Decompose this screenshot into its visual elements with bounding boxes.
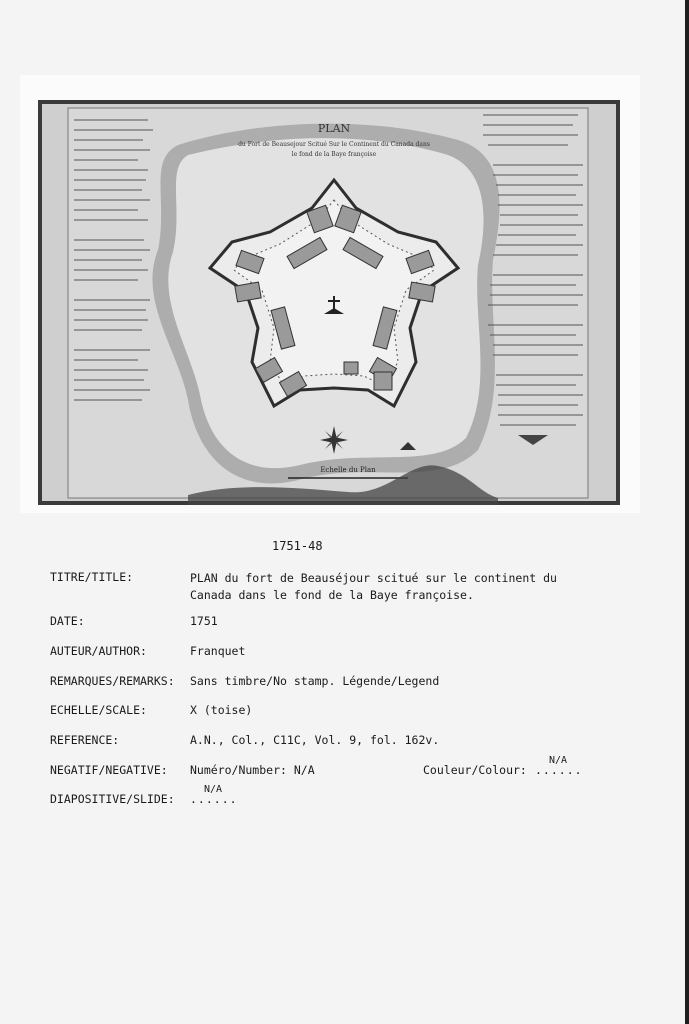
colour-value: N/A — [549, 755, 568, 766]
slide-row — [50, 784, 238, 806]
remarks-value: Sans timbre/No stamp. Légende/Legend — [190, 674, 440, 688]
negative-label: NEGATIF/NEGATIVE: — [50, 763, 168, 777]
author-label: AUTEUR/AUTHOR: — [50, 644, 147, 658]
reference-row — [50, 733, 440, 747]
reference-value: A.N., Col., C11C, Vol. 9, fol. 162v. — [190, 733, 440, 747]
scale-row — [50, 703, 253, 717]
remarks-label: REMARQUES/REMARKS: — [50, 674, 175, 688]
colour-label: Couleur/Colour: — [423, 763, 527, 777]
slide-value-block — [190, 784, 238, 806]
scale-caption: Echelle du Plan — [320, 466, 376, 474]
scale-label: ECHELLE/SCALE: — [50, 703, 147, 717]
negative-row — [50, 755, 583, 777]
title-value-line2: Canada dans le fond de la Baye françoise. — [190, 588, 474, 602]
colour-dots: ...... — [535, 763, 583, 777]
colour-value-block — [535, 755, 583, 777]
scale-value: X (toise) — [190, 703, 253, 717]
date-label: DATE: — [50, 614, 85, 628]
map-photograph — [38, 100, 620, 505]
page-edge — [685, 0, 689, 1024]
title-label: TITRE/TITLE: — [50, 570, 134, 584]
title-row — [50, 570, 557, 602]
remarks-row — [50, 674, 440, 688]
slide-dots: ...... — [190, 792, 238, 806]
reference-label: REFERENCE: — [50, 733, 120, 747]
title-value-line1: PLAN du fort de Beauséjour scitué sur le continent du — [190, 571, 557, 585]
title-value — [190, 570, 557, 604]
map-subtitle-1: du Fort de Beausejour Scitué Sur le Continent du Canada dans — [238, 141, 430, 148]
slide-label: DIAPOSITIVE/SLIDE: — [50, 792, 175, 806]
map-title: PLAN — [317, 122, 351, 135]
date-row — [50, 614, 218, 628]
slide-value: N/A — [204, 784, 223, 795]
colour-group — [423, 755, 583, 777]
author-row — [50, 644, 246, 658]
map-subtitle-2: le fond de la Baye françoise — [291, 151, 377, 158]
date-value: 1751 — [190, 614, 218, 628]
negative-number: Numéro/Number: N/A — [190, 763, 315, 777]
author-value: Franquet — [190, 644, 246, 658]
catalog-number: 1751-48 — [272, 539, 323, 553]
